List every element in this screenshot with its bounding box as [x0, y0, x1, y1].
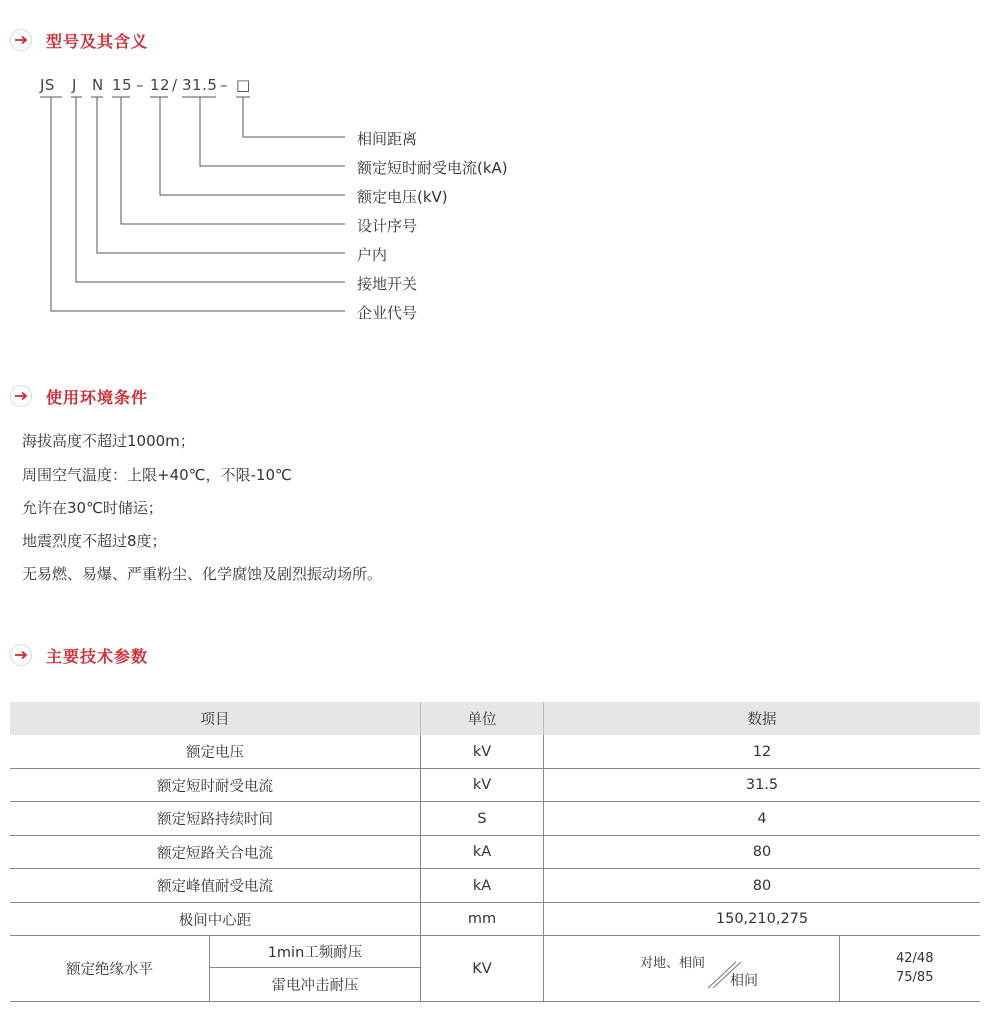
meaning-phase-distance: 相间距离 — [357, 130, 418, 148]
table-header-row — [10, 702, 980, 735]
table-row-insulation — [10, 936, 980, 1002]
section-header-environment — [10, 384, 148, 408]
row-unit: kA — [420, 869, 544, 902]
section-header-model — [10, 28, 148, 52]
table-row — [10, 869, 980, 903]
arrow-right-icon — [10, 644, 32, 666]
table-row — [10, 836, 980, 869]
code-dash-1: – — [136, 76, 144, 94]
code-slash: / — [172, 76, 178, 94]
code-js: JS — [40, 76, 55, 94]
meaning-indoor: 户内 — [357, 246, 388, 264]
meaning-earthing-switch: 接地开关 — [357, 275, 418, 293]
table-row — [10, 802, 980, 836]
row-item: 额定短路持续时间 — [157, 812, 273, 828]
insulation-values — [840, 936, 980, 1001]
insulation-value-2: 75/85 — [896, 970, 934, 985]
row-value: 31.5 — [745, 777, 779, 793]
insulation-sub-1min: 1min工频耐压 — [209, 936, 420, 968]
code-31-5: 31.5 — [182, 76, 218, 94]
row-item: 额定短时耐受电流 — [157, 778, 273, 795]
section-header-specs — [10, 643, 148, 667]
section-title: 型号及其含义 — [46, 31, 149, 51]
header-item: 项目 — [200, 712, 230, 728]
row-unit: kV — [420, 735, 544, 768]
row-value: 150,210,275 — [715, 911, 809, 927]
row-item: 额定峰值耐受电流 — [157, 879, 273, 895]
meaning-design-number: 设计序号 — [357, 217, 418, 235]
row-unit: mm — [420, 903, 544, 935]
table-row — [10, 735, 980, 769]
row-unit: kA — [420, 836, 544, 868]
header-unit: 单位 — [420, 702, 544, 735]
env-condition-seismic: 地震烈度不超过8度； — [22, 532, 167, 550]
insulation-sub-lightning: 雷电冲击耐压 — [209, 968, 420, 1001]
row-item: 极间中心距 — [178, 912, 252, 929]
arrow-right-icon — [10, 385, 32, 407]
env-condition-temperature: 周围空气温度：上限+40℃，不限-10℃ — [22, 466, 292, 484]
env-condition-storage: 允许在30℃时储运； — [22, 499, 163, 517]
row-value: 80 — [752, 844, 772, 860]
env-condition-hazards: 无易燃、易爆、严重粉尘、化学腐蚀及剧烈振动场所。 — [22, 565, 383, 583]
meaning-company-code: 企业代号 — [357, 304, 418, 322]
arrow-right-icon — [10, 29, 32, 51]
model-code-diagram — [0, 70, 600, 330]
row-item: 额定短路关合电流 — [157, 845, 273, 862]
code-j: J — [72, 76, 77, 94]
row-value: 12 — [752, 743, 772, 760]
code-12: 12 — [150, 76, 171, 94]
row-unit: S — [420, 802, 544, 835]
code-box: □ — [236, 76, 251, 94]
row-item: 额定电压 — [186, 745, 244, 761]
diagonal-bottom-label: 相间 — [730, 973, 758, 989]
insulation-label: 额定绝缘水平 — [66, 962, 153, 978]
diagonal-top-label: 对地、相间 — [640, 956, 706, 971]
section-title: 使用环境条件 — [46, 387, 149, 407]
header-data: 数据 — [747, 712, 777, 728]
code-n: N — [92, 76, 104, 94]
table-row — [10, 769, 980, 802]
row-unit: kV — [420, 769, 544, 801]
insulation-diagonal-cell — [544, 936, 840, 1001]
connector-lines — [0, 70, 360, 330]
insulation-unit: KV — [420, 936, 544, 1001]
meaning-short-time-current: 额定短时耐受电流(kA) — [357, 159, 508, 177]
row-value: 80 — [752, 877, 772, 894]
table-row — [10, 903, 980, 936]
section-title: 主要技术参数 — [46, 646, 149, 666]
code-15: 15 — [112, 76, 133, 94]
row-value: 4 — [757, 810, 767, 827]
code-dash-2: – — [220, 76, 228, 94]
meaning-rated-voltage: 额定电压(kV) — [357, 188, 448, 206]
insulation-value-1: 42/48 — [896, 951, 934, 966]
env-condition-altitude: 海拔高度不超过1000m； — [22, 432, 195, 450]
